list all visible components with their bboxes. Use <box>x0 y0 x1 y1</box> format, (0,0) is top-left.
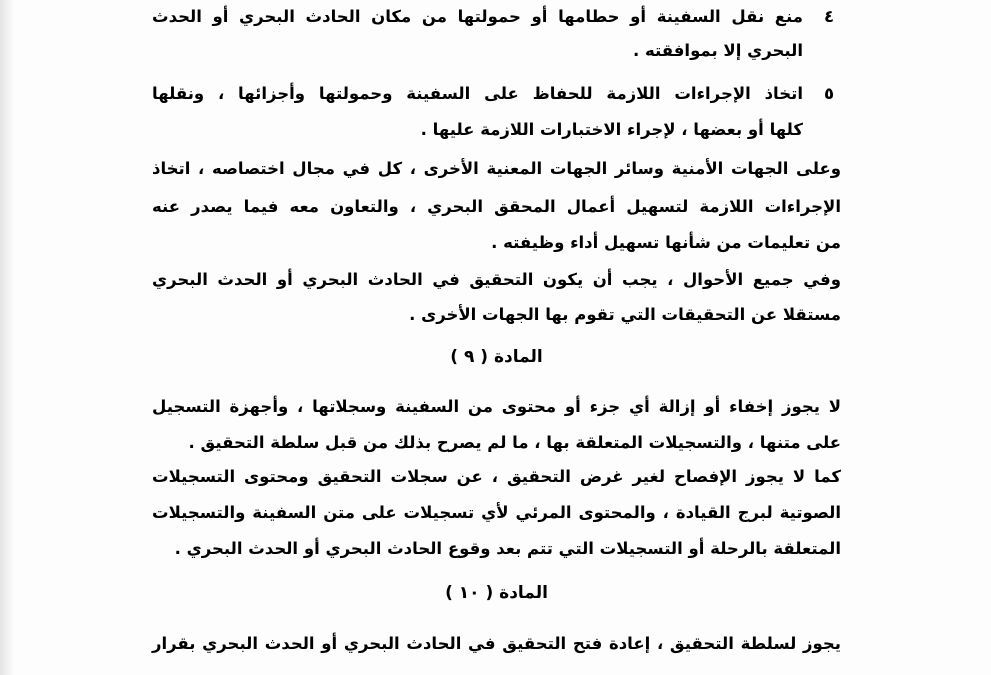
item-text-line: اتخاذ الإجراءات اللازمة للحفاظ على السفينة وحمولتها وأجزائها ، ونقلها <box>152 84 803 103</box>
paragraph-line: على متنها ، والتسجيلات المتعلقة بها ، ما لم يصرح بذلك من قبل سلطة التحقيق . <box>188 433 841 452</box>
paragraph-line: وعلى الجهات الأمنية وسائر الجهات المعنية الأخرى ، كل في مجال اختصاصه ، اتخاذ <box>152 159 841 178</box>
article-heading: المادة ( ١٠ ) <box>445 583 548 603</box>
paragraph-line: من تعليمات من شأنها تسهيل أداء وظيفته . <box>491 233 841 252</box>
paragraph-line: مستقلا عن التحقيقات التي تقوم بها الجهات الأخرى . <box>409 305 841 324</box>
paragraph-line: وفي جميع الأحوال ، يجب أن يكون التحقيق في الحادث البحري أو الحدث البحري <box>152 270 841 289</box>
paragraph-line: المتعلقة بالرحلة أو التسجيلات التي تتم بعد وقوع الحادث البحري أو الحدث البحري . <box>174 539 841 558</box>
paragraph-line: الإجراءات اللازمة لتسهيل أعمال المحقق البحري ، والتعاون معه فيما يصدر عنه <box>152 197 841 216</box>
item-text-line: كلها أو بعضها ، لإجراء الاختبارات اللازمة عليها . <box>420 120 803 139</box>
item-number: ٤ <box>823 7 835 26</box>
item-number: ٥ <box>823 84 835 103</box>
article-heading: المادة ( ٩ ) <box>450 347 543 367</box>
page-edge-shadow <box>0 0 14 675</box>
paragraph-line: كما لا يجوز الإفصاح لغير غرض التحقيق ، عن سجلات التحقيق ومحتوى التسجيلات <box>152 467 841 486</box>
paragraph-line: يجوز لسلطة التحقيق ، إعادة فتح التحقيق في الحادث البحري أو الحدث البحري بقرار <box>152 634 841 653</box>
item-text-line: البحري إلا بموافقته . <box>633 41 803 60</box>
paragraph-line: لا يجوز إخفاء أو إزالة أي جزء أو محتوى من السفينة وسجلاتها ، وأجهزة التسجيل <box>152 397 841 416</box>
item-text-line: منع نقل السفينة أو حطامها أو حمولتها من مكان الحادث البحري أو الحدث <box>152 7 803 26</box>
paragraph-line: الصوتية لبرج القيادة ، والمحتوى المرئي لأي تسجيلات على متن السفينة والتسجيلات <box>152 503 841 522</box>
